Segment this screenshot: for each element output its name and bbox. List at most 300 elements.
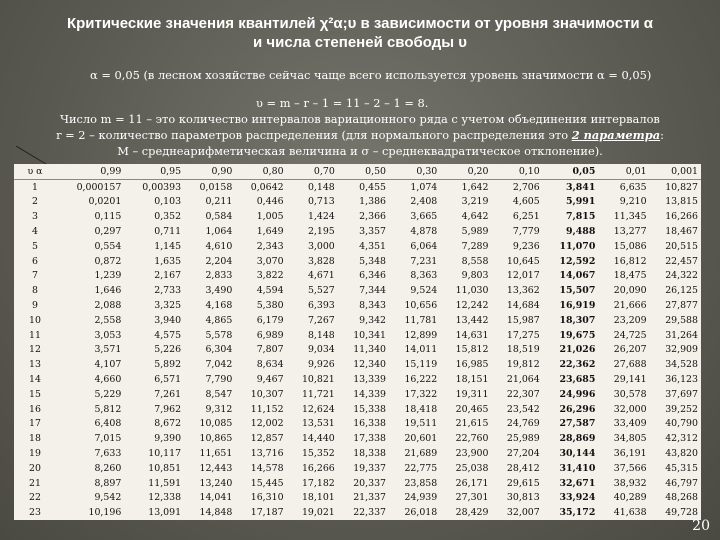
quantile-cell: 1,635 [154, 255, 182, 267]
table-row [14, 313, 701, 328]
quantile-cell: 0,455 [359, 181, 387, 193]
quantile-cell: 2,833 [205, 270, 233, 282]
quantile-cell: 29,588 [665, 314, 698, 326]
quantile-cell: 24,939 [404, 492, 438, 504]
quantile-cell: 16,985 [455, 359, 489, 371]
quantile-cell: 7,815 [566, 211, 596, 223]
quantile-cell: 20,337 [353, 477, 387, 489]
quantile-cell: 13,091 [148, 507, 182, 519]
slide-title [0, 14, 720, 52]
df-cell: 3 [32, 211, 38, 223]
quantile-cell: 10,821 [301, 374, 335, 386]
df-formula: υ = m – r – 1 = 11 – 2 – 1 = 8. [256, 96, 429, 110]
quantile-cell: 16,919 [559, 300, 596, 312]
quantile-cell: 33,924 [559, 492, 596, 504]
table-row [14, 269, 701, 284]
header-alpha-cell: 0,001 [650, 164, 701, 179]
quantile-cell: 8,363 [410, 270, 438, 282]
table-header-row [14, 164, 701, 179]
quantile-cell: 13,531 [301, 418, 335, 430]
quantile-cell: 11,781 [404, 314, 438, 326]
quantile-cell: 18,418 [404, 403, 438, 415]
quantile-cell: 11,591 [148, 477, 182, 489]
quantile-cell: 6,179 [256, 314, 284, 326]
quantile-cell: 21,689 [404, 448, 438, 460]
quantile-cell: 31,410 [559, 462, 596, 474]
quantile-cell: 6,635 [619, 181, 647, 193]
quantile-cell: 10,656 [404, 300, 438, 312]
quantile-cell: 11,340 [353, 344, 387, 356]
quantile-cell: 29,141 [613, 374, 647, 386]
quantile-cell: 5,527 [307, 285, 335, 297]
quantile-cell: 46,797 [665, 477, 698, 489]
quantile-cell: 22,307 [506, 388, 540, 400]
quantile-cell: 6,408 [94, 418, 122, 430]
df-cell: 10 [29, 314, 41, 326]
quantile-cell: 4,168 [205, 300, 233, 312]
quantile-cell: 43,820 [665, 448, 698, 460]
df-cell: 9 [32, 300, 38, 312]
df-cell: 13 [29, 359, 41, 371]
quantile-cell: 16,338 [353, 418, 387, 430]
quantile-cell: 26,207 [613, 344, 647, 356]
quantile-cell: 5,229 [94, 388, 122, 400]
quantile-cell: 23,542 [506, 403, 540, 415]
chi-square-table [14, 164, 701, 520]
quantile-cell: 12,592 [559, 255, 596, 267]
quantile-cell: 16,266 [301, 462, 335, 474]
quantile-cell: 14,440 [301, 433, 335, 445]
quantile-cell: 2,088 [94, 300, 122, 312]
quantile-cell: 23,900 [455, 448, 489, 460]
quantile-cell: 3,571 [94, 344, 122, 356]
quantile-cell: 27,204 [506, 448, 540, 460]
quantile-cell: 24,322 [665, 270, 698, 282]
quantile-cell: 19,311 [455, 388, 489, 400]
quantile-cell: 29,615 [506, 477, 540, 489]
header-alpha-cell: 0,30 [389, 164, 440, 179]
quantile-cell: 22,775 [404, 462, 438, 474]
quantile-cell: 11,345 [613, 211, 647, 223]
quantile-cell: 2,733 [154, 285, 182, 297]
quantile-cell: 8,343 [359, 300, 387, 312]
quantile-cell: 13,442 [455, 314, 489, 326]
quantile-cell: 7,962 [154, 403, 182, 415]
quantile-cell: 32,909 [665, 344, 698, 356]
quantile-cell: 6,989 [256, 329, 284, 341]
quantile-cell: 9,312 [205, 403, 233, 415]
quantile-cell: 4,610 [205, 240, 233, 252]
quantile-cell: 14,631 [455, 329, 489, 341]
quantile-cell: 7,779 [512, 226, 540, 238]
header-alpha-cell: 0,70 [287, 164, 338, 179]
quantile-cell: 5,892 [154, 359, 182, 371]
quantile-cell: 45,315 [665, 462, 698, 474]
quantile-cell: 11,721 [301, 388, 335, 400]
table-row [14, 224, 701, 239]
df-cell: 8 [32, 285, 38, 297]
quantile-cell: 3,822 [256, 270, 284, 282]
quantile-cell: 0,584 [205, 211, 233, 223]
header-alpha-cell: 0,50 [338, 164, 389, 179]
r-note-pre: r = 2 – количество параметров распределения (для нормального распределения это [56, 128, 572, 142]
quantile-cell: 26,018 [404, 507, 438, 519]
m-note: Число m = 11 – это количество интервалов вариационного ряда с учетом объединения интервалов [60, 112, 660, 126]
table-row [14, 372, 701, 387]
quantile-cell: 34,528 [665, 359, 698, 371]
table-row [14, 239, 701, 254]
table-row [14, 446, 701, 461]
df-cell: 11 [29, 329, 41, 341]
header-alpha-cell: 0,01 [598, 164, 649, 179]
quantile-cell: 7,807 [256, 344, 284, 356]
quantile-cell: 2,366 [359, 211, 387, 223]
quantile-cell: 27,877 [665, 300, 698, 312]
quantile-cell: 23,858 [404, 477, 438, 489]
quantile-cell: 1,239 [94, 270, 122, 282]
quantile-cell: 15,352 [301, 448, 335, 460]
quantile-cell: 8,260 [94, 462, 122, 474]
table-row [14, 209, 701, 224]
page-number: 20 [692, 518, 710, 534]
quantile-cell: 10,341 [353, 329, 387, 341]
quantile-cell: 11,152 [250, 403, 284, 415]
quantile-cell: 3,841 [566, 181, 596, 193]
pointer-line [16, 146, 48, 164]
quantile-cell: 0,0642 [250, 181, 284, 193]
quantile-cell: 1,646 [94, 285, 122, 297]
header-alpha-cell: 0,80 [235, 164, 286, 179]
quantile-cell: 14,067 [559, 270, 596, 282]
quantile-cell: 11,651 [199, 448, 233, 460]
quantile-cell: 22,362 [559, 359, 596, 371]
quantile-cell: 9,236 [512, 240, 540, 252]
quantile-cell: 49,728 [665, 507, 698, 519]
quantile-cell: 3,325 [154, 300, 182, 312]
df-cell: 4 [32, 226, 38, 238]
quantile-cell: 18,101 [301, 492, 335, 504]
quantile-cell: 23,685 [559, 374, 596, 386]
quantile-cell: 19,337 [353, 462, 387, 474]
df-cell: 1 [32, 181, 38, 193]
quantile-cell: 31,264 [665, 329, 698, 341]
df-cell: 22 [29, 492, 41, 504]
quantile-cell: 17,322 [404, 388, 438, 400]
quantile-cell: 15,987 [506, 314, 540, 326]
quantile-cell: 14,848 [199, 507, 233, 519]
quantile-cell: 12,443 [199, 462, 233, 474]
quantile-cell: 14,339 [353, 388, 387, 400]
quantile-cell: 6,304 [205, 344, 233, 356]
df-cell: 6 [32, 255, 38, 267]
quantile-cell: 13,240 [199, 477, 233, 489]
quantile-cell: 24,725 [613, 329, 647, 341]
table-row [14, 357, 701, 372]
quantile-cell: 0,352 [154, 211, 182, 223]
quantile-cell: 27,587 [559, 418, 596, 430]
df-cell: 20 [29, 462, 41, 474]
quantile-cell: 3,070 [256, 255, 284, 267]
quantile-cell: 35,172 [559, 507, 596, 519]
quantile-cell: 0,446 [256, 196, 284, 208]
quantile-cell: 0,115 [94, 211, 122, 223]
df-cell: 17 [29, 418, 41, 430]
quantile-cell: 41,638 [613, 507, 647, 519]
quantile-cell: 21,064 [506, 374, 540, 386]
quantile-cell: 2,558 [94, 314, 122, 326]
quantile-cell: 11,070 [559, 240, 596, 252]
quantile-cell: 12,340 [353, 359, 387, 371]
quantile-cell: 10,307 [250, 388, 284, 400]
quantile-cell: 4,865 [205, 314, 233, 326]
alpha-note: α = 0,05 (в лесном хозяйстве сейчас чаще всего используется уровень значимости α = 0,05) [90, 68, 652, 82]
quantile-cell: 0,148 [307, 181, 335, 193]
quantile-cell: 0,713 [307, 196, 335, 208]
quantile-cell: 11,030 [455, 285, 489, 297]
quantile-cell: 10,196 [88, 507, 122, 519]
quantile-cell: 15,119 [404, 359, 438, 371]
quantile-cell: 18,151 [455, 374, 489, 386]
quantile-cell: 4,605 [512, 196, 540, 208]
quantile-cell: 10,085 [199, 418, 233, 430]
df-cell: 16 [29, 403, 41, 415]
quantile-cell: 33,409 [613, 418, 647, 430]
quantile-cell: 39,252 [665, 403, 698, 415]
quantile-cell: 1,005 [256, 211, 284, 223]
quantile-cell: 37,566 [613, 462, 647, 474]
quantile-cell: 13,339 [353, 374, 387, 386]
quantile-cell: 25,989 [506, 433, 540, 445]
quantile-cell: 2,706 [512, 181, 540, 193]
quantile-cell: 20,465 [455, 403, 489, 415]
quantile-cell: 5,991 [566, 196, 596, 208]
header-alpha-cell: 0,05 [543, 164, 599, 179]
quantile-cell: 12,338 [148, 492, 182, 504]
df-cell: 23 [29, 507, 41, 519]
quantile-cell: 4,575 [154, 329, 182, 341]
quantile-cell: 5,380 [256, 300, 284, 312]
quantile-cell: 7,261 [154, 388, 182, 400]
quantile-cell: 17,275 [506, 329, 540, 341]
quantile-cell: 28,869 [559, 433, 596, 445]
quantile-cell: 32,000 [613, 403, 647, 415]
quantile-cell: 12,002 [250, 418, 284, 430]
quantile-cell: 19,812 [506, 359, 540, 371]
header-alpha-cell: 0,90 [184, 164, 235, 179]
quantile-cell: 27,301 [455, 492, 489, 504]
table-row [14, 387, 701, 402]
quantile-cell: 20,515 [665, 240, 698, 252]
quantile-cell: 1,074 [410, 181, 438, 193]
df-cell: 2 [32, 196, 38, 208]
quantile-cell: 13,716 [250, 448, 284, 460]
table-row [14, 417, 701, 432]
quantile-cell: 4,351 [359, 240, 387, 252]
quantile-cell: 0,554 [94, 240, 122, 252]
quantile-cell: 6,064 [410, 240, 438, 252]
quantile-cell: 9,467 [256, 374, 284, 386]
header-alpha-cell: 0,20 [440, 164, 491, 179]
quantile-cell: 34,805 [613, 433, 647, 445]
quantile-cell: 0,297 [94, 226, 122, 238]
table-row [14, 402, 701, 417]
quantile-cell: 9,390 [154, 433, 182, 445]
quantile-cell: 9,542 [94, 492, 122, 504]
table-row [14, 298, 701, 313]
quantile-cell: 7,790 [205, 374, 233, 386]
quantile-cell: 10,851 [148, 462, 182, 474]
quantile-cell: 21,337 [353, 492, 387, 504]
quantile-cell: 12,242 [455, 300, 489, 312]
quantile-cell: 3,490 [205, 285, 233, 297]
quantile-cell: 24,769 [506, 418, 540, 430]
quantile-cell: 16,310 [250, 492, 284, 504]
quantile-cell: 48,268 [665, 492, 698, 504]
quantile-cell: 14,684 [506, 300, 540, 312]
quantile-cell: 18,307 [559, 314, 596, 326]
quantile-cell: 12,017 [506, 270, 540, 282]
quantile-cell: 4,671 [307, 270, 335, 282]
quantile-cell: 19,021 [301, 507, 335, 519]
quantile-cell: 1,424 [307, 211, 335, 223]
quantile-cell: 21,666 [613, 300, 647, 312]
quantile-cell: 16,812 [613, 255, 647, 267]
quantile-cell: 26,125 [665, 285, 698, 297]
quantile-cell: 22,760 [455, 433, 489, 445]
quantile-cell: 4,107 [94, 359, 122, 371]
quantile-cell: 7,267 [307, 314, 335, 326]
quantile-cell: 28,412 [506, 462, 540, 474]
quantile-cell: 8,148 [307, 329, 335, 341]
table-row [14, 179, 701, 194]
quantile-cell: 0,711 [154, 226, 182, 238]
quantile-cell: 15,086 [613, 240, 647, 252]
quantile-cell: 13,815 [665, 196, 698, 208]
header-alpha-cell: 0,95 [124, 164, 184, 179]
quantile-cell: 16,222 [404, 374, 438, 386]
quantile-cell: 4,642 [461, 211, 489, 223]
header-corner-cell: υ α [14, 164, 56, 179]
quantile-cell: 15,507 [559, 285, 596, 297]
table-row [14, 254, 701, 269]
quantile-cell: 15,445 [250, 477, 284, 489]
quantile-cell: 0,872 [94, 255, 122, 267]
quantile-cell: 3,219 [461, 196, 489, 208]
quantile-cell: 10,117 [148, 448, 182, 460]
quantile-cell: 30,578 [613, 388, 647, 400]
quantile-cell: 5,348 [359, 255, 387, 267]
df-cell: 21 [29, 477, 41, 489]
table-row [14, 195, 701, 210]
quantile-cell: 13,362 [506, 285, 540, 297]
quantile-cell: 9,034 [307, 344, 335, 356]
quantile-cell: 32,007 [506, 507, 540, 519]
quantile-cell: 3,357 [359, 226, 387, 238]
quantile-cell: 3,053 [94, 329, 122, 341]
quantile-cell: 3,000 [307, 240, 335, 252]
quantile-cell: 22,457 [665, 255, 698, 267]
df-cell: 18 [29, 433, 41, 445]
quantile-cell: 1,064 [205, 226, 233, 238]
df-cell: 5 [32, 240, 38, 252]
quantile-cell: 32,671 [559, 477, 596, 489]
quantile-cell: 2,167 [154, 270, 182, 282]
quantile-cell: 42,312 [665, 433, 698, 445]
quantile-cell: 18,467 [665, 226, 698, 238]
quantile-cell: 8,897 [94, 477, 122, 489]
quantile-cell: 8,558 [461, 255, 489, 267]
quantile-cell: 3,828 [307, 255, 335, 267]
r-note-post: : [660, 128, 664, 142]
quantile-cell: 28,429 [455, 507, 489, 519]
quantile-cell: 20,601 [404, 433, 438, 445]
df-cell: 12 [29, 344, 41, 356]
quantile-cell: 17,338 [353, 433, 387, 445]
quantile-cell: 6,393 [307, 300, 335, 312]
quantile-cell: 7,042 [205, 359, 233, 371]
quantile-cell: 21,026 [559, 344, 596, 356]
df-cell: 7 [32, 270, 38, 282]
quantile-cell: 5,812 [94, 403, 122, 415]
quantile-cell: 19,511 [404, 418, 438, 430]
quantile-cell: 25,038 [455, 462, 489, 474]
quantile-cell: 5,989 [461, 226, 489, 238]
quantile-cell: 9,342 [359, 314, 387, 326]
r-note-emph: 2 параметра [571, 128, 661, 142]
quantile-cell: 30,144 [559, 448, 596, 460]
quantile-cell: 37,697 [665, 388, 698, 400]
quantile-cell: 8,634 [256, 359, 284, 371]
quantile-cell: 2,408 [410, 196, 438, 208]
quantile-cell: 26,296 [559, 403, 596, 415]
df-cell: 15 [29, 388, 41, 400]
header-alpha-cell: 0,10 [491, 164, 542, 179]
quantile-cell: 36,191 [613, 448, 647, 460]
quantile-cell: 20,090 [613, 285, 647, 297]
quantile-cell: 16,266 [665, 211, 698, 223]
quantile-cell: 4,878 [410, 226, 438, 238]
quantile-cell: 27,688 [613, 359, 647, 371]
quantile-cell: 1,642 [461, 181, 489, 193]
quantile-cell: 23,209 [613, 314, 647, 326]
quantile-cell: 36,123 [665, 374, 698, 386]
quantile-cell: 0,00393 [142, 181, 182, 193]
title-line-2: и числа степеней свободы υ [253, 34, 467, 51]
quantile-cell: 13,277 [613, 226, 647, 238]
quantile-cell: 3,940 [154, 314, 182, 326]
m-definition: M – среднеарифметическая величина и σ – среднеквадратическое отклонение). [117, 144, 603, 158]
quantile-cell: 1,145 [154, 240, 182, 252]
title-line-1: Критические значения квантилей χ²α;υ в зависимости от уровня значимости α [66, 15, 654, 32]
quantile-cell: 7,231 [410, 255, 438, 267]
quantile-cell: 9,803 [461, 270, 489, 282]
quantile-cell: 10,645 [506, 255, 540, 267]
quantile-cell: 14,011 [404, 344, 438, 356]
quantile-cell: 9,524 [410, 285, 438, 297]
quantile-cell: 0,000157 [76, 181, 122, 193]
quantile-cell: 17,182 [301, 477, 335, 489]
quantile-cell: 7,015 [94, 433, 122, 445]
quantile-cell: 4,660 [94, 374, 122, 386]
quantile-cell: 8,547 [205, 388, 233, 400]
table-row [14, 505, 701, 520]
quantile-cell: 2,195 [307, 226, 335, 238]
quantile-cell: 2,343 [256, 240, 284, 252]
quantile-cell: 0,0158 [199, 181, 233, 193]
quantile-cell: 19,675 [559, 329, 596, 341]
quantile-cell: 0,103 [154, 196, 182, 208]
quantile-cell: 7,344 [359, 285, 387, 297]
